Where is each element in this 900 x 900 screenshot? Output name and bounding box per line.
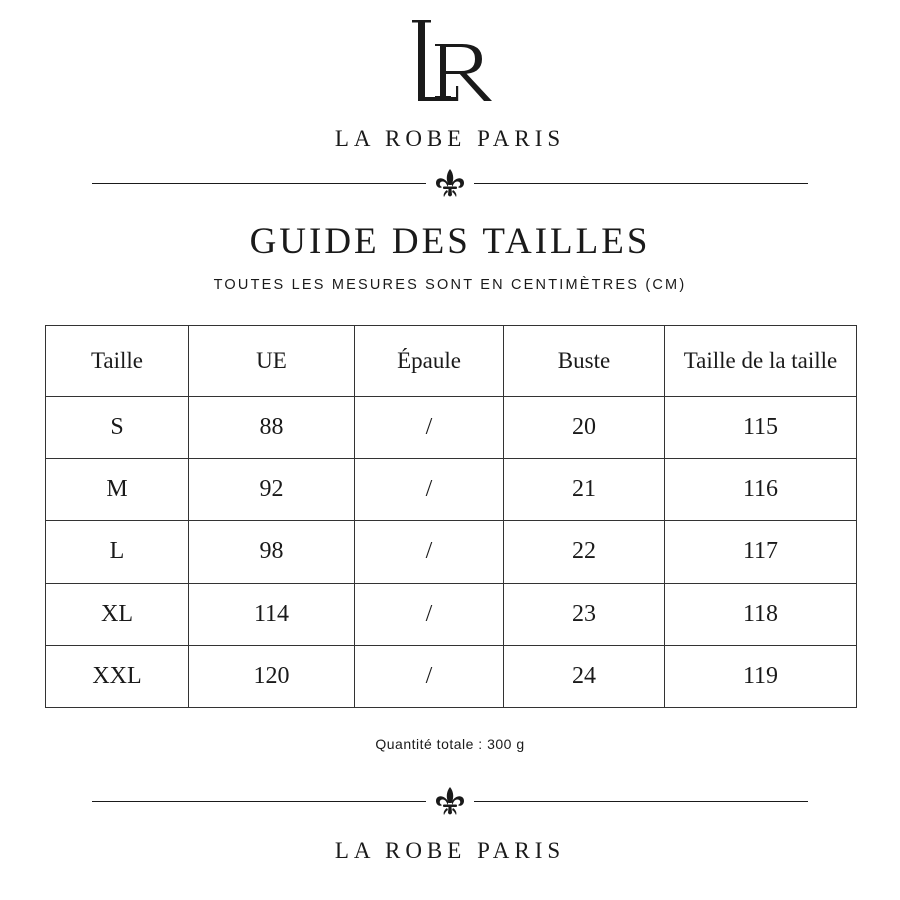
cell-shoulder: / — [355, 583, 504, 645]
header-bust: Buste — [504, 326, 665, 397]
cell-eu: 98 — [189, 521, 355, 583]
page-subtitle: TOUTES LES MESURES SONT EN CENTIMÈTRES (CM) — [213, 277, 687, 293]
cell-waist: 117 — [665, 521, 857, 583]
table-header-row — [46, 326, 857, 397]
lr-monogram-logo — [400, 14, 500, 110]
cell-waist: 116 — [665, 459, 857, 521]
header-eu: UE — [189, 326, 355, 397]
cell-bust: 22 — [504, 521, 665, 583]
cell-eu: 92 — [189, 459, 355, 521]
divider-bottom — [92, 790, 808, 814]
page-title: GUIDE DES TAILLES — [249, 221, 651, 262]
cell-size: XL — [46, 583, 189, 645]
fleur-de-lis-icon — [433, 168, 467, 200]
cell-eu: 88 — [189, 397, 355, 459]
cell-eu: 114 — [189, 583, 355, 645]
table-row — [46, 397, 857, 459]
header-size: Taille — [46, 326, 189, 397]
cell-bust: 24 — [504, 645, 665, 707]
table-row — [46, 645, 857, 707]
header-waist: Taille de la taille — [665, 326, 857, 397]
cell-waist: 119 — [665, 645, 857, 707]
cell-shoulder: / — [355, 397, 504, 459]
cell-bust: 23 — [504, 583, 665, 645]
cell-size: M — [46, 459, 189, 521]
cell-size: L — [46, 521, 189, 583]
brand-name-bottom: LA ROBE PARIS — [334, 838, 566, 863]
table-row — [46, 521, 857, 583]
cell-eu: 120 — [189, 645, 355, 707]
cell-shoulder: / — [355, 521, 504, 583]
fleur-de-lis-icon — [433, 786, 467, 818]
cell-shoulder: / — [355, 459, 504, 521]
divider-line-right — [474, 183, 808, 184]
cell-size: S — [46, 397, 189, 459]
brand-name-top: LA ROBE PARIS — [334, 126, 566, 151]
cell-waist: 118 — [665, 583, 857, 645]
cell-bust: 21 — [504, 459, 665, 521]
size-table — [45, 325, 857, 708]
cell-size: XXL — [46, 645, 189, 707]
cell-waist: 115 — [665, 397, 857, 459]
divider-top — [92, 172, 808, 196]
divider-line-right — [474, 801, 808, 802]
divider-line-left — [92, 183, 426, 184]
header-shoulder: Épaule — [355, 326, 504, 397]
total-quantity-note: Quantité totale : 300 g — [375, 736, 525, 752]
cell-bust: 20 — [504, 397, 665, 459]
table-row — [46, 583, 857, 645]
cell-shoulder: / — [355, 645, 504, 707]
table-row — [46, 459, 857, 521]
divider-line-left — [92, 801, 426, 802]
